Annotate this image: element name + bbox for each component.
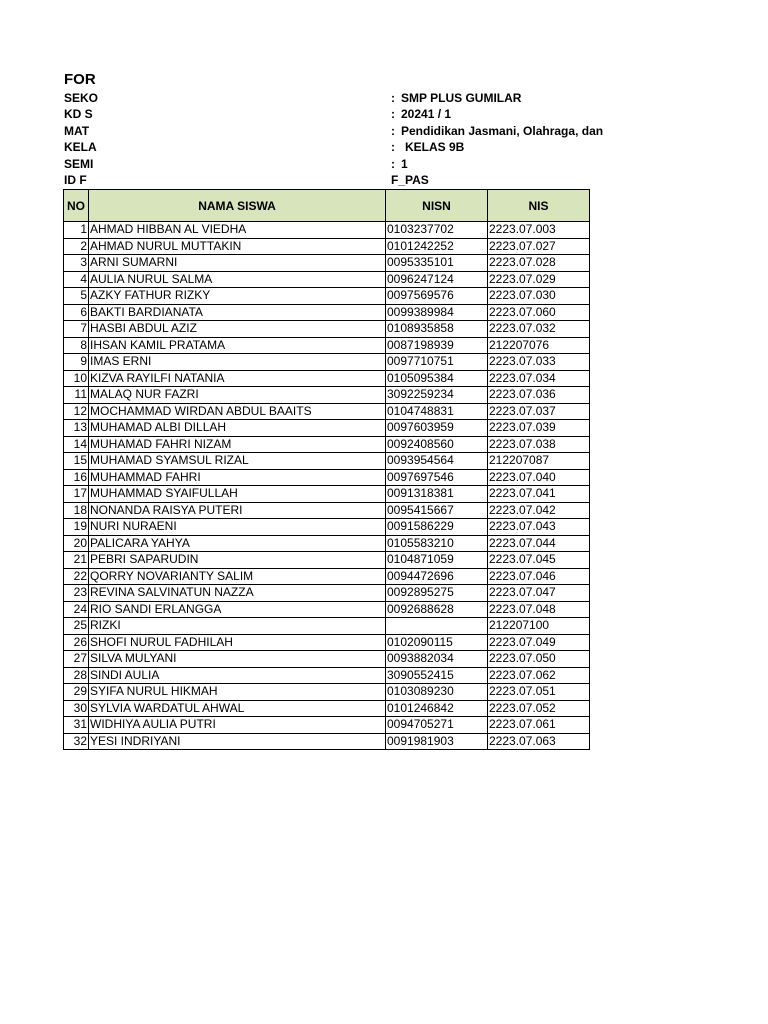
cell-student-name: SYLVIA WARDATUL AHWAL [89, 700, 386, 717]
table-row [64, 403, 590, 420]
cell-no: 30 [64, 700, 89, 717]
meta-label: KD S [64, 107, 93, 121]
meta-row-class [0, 139, 768, 155]
table-header-row [64, 190, 590, 222]
meta-row-semester [0, 156, 768, 172]
cell-nis: 2223.07.040 [488, 469, 590, 486]
cell-no: 24 [64, 601, 89, 618]
cell-nisn: 0091318381 [386, 486, 488, 503]
table-row [64, 304, 590, 321]
table-row [64, 222, 590, 239]
cell-student-name: SHOFI NURUL FADHILAH [89, 634, 386, 651]
table-row [64, 436, 590, 453]
cell-no: 1 [64, 222, 89, 239]
cell-nisn: 0095415667 [386, 502, 488, 519]
cell-no: 22 [64, 568, 89, 585]
meta-label: ID F [64, 173, 87, 187]
cell-nis: 2223.07.033 [488, 354, 590, 371]
cell-nisn: 0087198939 [386, 337, 488, 354]
cell-student-name: YESI INDRIYANI [89, 733, 386, 750]
cell-nis: 2223.07.036 [488, 387, 590, 404]
meta-value-form-id: F_PAS [391, 173, 429, 187]
cell-nis: 2223.07.032 [488, 321, 590, 338]
cell-nisn: 0095335101 [386, 255, 488, 272]
cell-nis: 2223.07.049 [488, 634, 590, 651]
cell-nisn: 0101246842 [386, 700, 488, 717]
cell-student-name: SINDI AULIA [89, 667, 386, 684]
meta-value-class: KELAS 9B [405, 140, 465, 154]
cell-nis: 212207076 [488, 337, 590, 354]
cell-no: 15 [64, 453, 89, 470]
cell-student-name: BAKTI BARDIANATA [89, 304, 386, 321]
cell-nis: 2223.07.052 [488, 700, 590, 717]
table-row [64, 486, 590, 503]
cell-student-name: AULIA NURUL SALMA [89, 271, 386, 288]
cell-student-name: SYIFA NURUL HIKMAH [89, 684, 386, 701]
table-row [64, 733, 590, 750]
cell-no: 23 [64, 585, 89, 602]
cell-nisn: 0096247124 [386, 271, 488, 288]
table-row [64, 585, 590, 602]
cell-no: 19 [64, 519, 89, 536]
cell-nisn: 0094705271 [386, 717, 488, 734]
cell-nisn: 0105583210 [386, 535, 488, 552]
cell-no: 32 [64, 733, 89, 750]
cell-student-name: MUHAMMAD SYAIFULLAH [89, 486, 386, 503]
cell-student-name: RIO SANDI ERLANGGA [89, 601, 386, 618]
table-row [64, 387, 590, 404]
meta-row-school [0, 90, 768, 106]
meta-label: KELA [64, 140, 97, 154]
cell-student-name: KIZVA RAYILFI NATANIA [89, 370, 386, 387]
header-name: NAMA SISWA [89, 190, 386, 222]
cell-student-name: IMAS ERNI [89, 354, 386, 371]
cell-nisn: 0099389984 [386, 304, 488, 321]
table-row [64, 601, 590, 618]
cell-no: 11 [64, 387, 89, 404]
cell-nisn: 0097697546 [386, 469, 488, 486]
meta-colon: : [391, 91, 395, 105]
cell-student-name: WIDHIYA AULIA PUTRI [89, 717, 386, 734]
table-body [64, 222, 590, 750]
cell-no: 10 [64, 370, 89, 387]
cell-nisn: 0092895275 [386, 585, 488, 602]
table-row [64, 238, 590, 255]
cell-nis: 2223.07.041 [488, 486, 590, 503]
table-row [64, 700, 590, 717]
cell-no: 3 [64, 255, 89, 272]
table-row [64, 667, 590, 684]
cell-no: 8 [64, 337, 89, 354]
cell-nisn: 0097710751 [386, 354, 488, 371]
cell-nisn: 0091981903 [386, 733, 488, 750]
cell-no: 17 [64, 486, 89, 503]
cell-nisn: 0091586229 [386, 519, 488, 536]
cell-nis: 2223.07.062 [488, 667, 590, 684]
cell-no: 5 [64, 288, 89, 305]
table-row [64, 651, 590, 668]
student-table [63, 189, 590, 750]
cell-nis: 2223.07.060 [488, 304, 590, 321]
table-row [64, 502, 590, 519]
header-no: NO [64, 190, 89, 222]
cell-no: 2 [64, 238, 89, 255]
cell-nis: 2223.07.046 [488, 568, 590, 585]
cell-no: 27 [64, 651, 89, 668]
cell-nis: 2223.07.047 [488, 585, 590, 602]
meta-colon: : [391, 140, 395, 154]
meta-label: MAT [64, 124, 90, 138]
table-row [64, 271, 590, 288]
cell-no: 14 [64, 436, 89, 453]
cell-nisn: 0092688628 [386, 601, 488, 618]
cell-no: 7 [64, 321, 89, 338]
cell-nisn: 0108935858 [386, 321, 488, 338]
cell-nis: 212207100 [488, 618, 590, 635]
cell-nisn: 0092408560 [386, 436, 488, 453]
cell-no: 12 [64, 403, 89, 420]
meta-value-kd: 20241 / 1 [401, 107, 452, 121]
table-row [64, 618, 590, 635]
meta-value-semester: 1 [401, 157, 408, 171]
cell-nisn: 0102090115 [386, 634, 488, 651]
cell-no: 9 [64, 354, 89, 371]
cell-nisn [386, 618, 488, 635]
cell-nisn: 0103089230 [386, 684, 488, 701]
table-row [64, 684, 590, 701]
cell-student-name: MUHAMAD ALBI DILLAH [89, 420, 386, 437]
cell-nisn: 0105095384 [386, 370, 488, 387]
cell-nis: 2223.07.027 [488, 238, 590, 255]
cell-nisn: 0097569576 [386, 288, 488, 305]
cell-nis: 2223.07.045 [488, 552, 590, 569]
cell-student-name: REVINA SALVINATUN NAZZA [89, 585, 386, 602]
table-row [64, 420, 590, 437]
cell-no: 28 [64, 667, 89, 684]
cell-nis: 2223.07.063 [488, 733, 590, 750]
meta-label: SEKO [64, 91, 99, 105]
cell-nisn: 3090552415 [386, 667, 488, 684]
cell-no: 25 [64, 618, 89, 635]
meta-label: SEMI [64, 157, 94, 171]
cell-no: 21 [64, 552, 89, 569]
cell-student-name: PALICARA YAHYA [89, 535, 386, 552]
cell-no: 26 [64, 634, 89, 651]
meta-row-subject [0, 123, 768, 139]
table-row [64, 453, 590, 470]
cell-nis: 212207087 [488, 453, 590, 470]
cell-no: 31 [64, 717, 89, 734]
cell-nis: 2223.07.028 [488, 255, 590, 272]
cell-student-name: NURI NURAENI [89, 519, 386, 536]
form-title: FOR [64, 71, 96, 88]
cell-nis: 2223.07.042 [488, 502, 590, 519]
cell-nisn: 0101242252 [386, 238, 488, 255]
cell-student-name: MUHAMAD SYAMSUL RIZAL [89, 453, 386, 470]
cell-nis: 2223.07.038 [488, 436, 590, 453]
cell-nis: 2223.07.050 [488, 651, 590, 668]
cell-student-name: QORRY NOVARIANTY SALIM [89, 568, 386, 585]
table-row [64, 568, 590, 585]
cell-nisn: 0103237702 [386, 222, 488, 239]
table-row [64, 519, 590, 536]
meta-value-subject: Pendidikan Jasmani, Olahraga, dan [401, 124, 604, 138]
cell-nis: 2223.07.030 [488, 288, 590, 305]
cell-nis: 2223.07.039 [488, 420, 590, 437]
table-row [64, 255, 590, 272]
meta-colon: : [391, 107, 395, 121]
cell-student-name: ARNI SUMARNI [89, 255, 386, 272]
meta-row-kd [0, 106, 768, 122]
cell-student-name: MOCHAMMAD WIRDAN ABDUL BAAITS [89, 403, 386, 420]
cell-nis: 2223.07.044 [488, 535, 590, 552]
cell-nisn: 0104871059 [386, 552, 488, 569]
cell-student-name: AZKY FATHUR RIZKY [89, 288, 386, 305]
table-row [64, 469, 590, 486]
meta-value-school: SMP PLUS GUMILAR [401, 91, 522, 105]
cell-no: 20 [64, 535, 89, 552]
table-row [64, 321, 590, 338]
cell-nisn: 0104748831 [386, 403, 488, 420]
table-row [64, 634, 590, 651]
cell-nis: 2223.07.061 [488, 717, 590, 734]
cell-nisn: 0094472696 [386, 568, 488, 585]
meta-colon: : [391, 157, 395, 171]
cell-no: 13 [64, 420, 89, 437]
cell-nis: 2223.07.034 [488, 370, 590, 387]
cell-no: 29 [64, 684, 89, 701]
cell-no: 18 [64, 502, 89, 519]
cell-student-name: HASBI ABDUL AZIZ [89, 321, 386, 338]
cell-student-name: PEBRI SAPARUDIN [89, 552, 386, 569]
cell-student-name: MALAQ NUR FAZRI [89, 387, 386, 404]
cell-nisn: 0093954564 [386, 453, 488, 470]
cell-student-name: AHMAD NURUL MUTTAKIN [89, 238, 386, 255]
header-nis: NIS [488, 190, 590, 222]
cell-student-name: IHSAN KAMIL PRATAMA [89, 337, 386, 354]
table-row [64, 354, 590, 371]
cell-student-name: SILVA MULYANI [89, 651, 386, 668]
cell-nis: 2223.07.051 [488, 684, 590, 701]
cell-no: 4 [64, 271, 89, 288]
cell-nis: 2223.07.043 [488, 519, 590, 536]
table-row [64, 288, 590, 305]
cell-nis: 2223.07.048 [488, 601, 590, 618]
cell-student-name: NONANDA RAISYA PUTERI [89, 502, 386, 519]
table-row [64, 552, 590, 569]
cell-student-name: MUHAMAD FAHRI NIZAM [89, 436, 386, 453]
cell-student-name: AHMAD HIBBAN AL VIEDHA [89, 222, 386, 239]
meta-colon: : [391, 124, 395, 138]
cell-nisn: 3092259234 [386, 387, 488, 404]
cell-nis: 2223.07.029 [488, 271, 590, 288]
cell-nis: 2223.07.003 [488, 222, 590, 239]
meta-row-form-id [0, 172, 768, 188]
cell-no: 16 [64, 469, 89, 486]
cell-nisn: 0093882034 [386, 651, 488, 668]
cell-nis: 2223.07.037 [488, 403, 590, 420]
table-row [64, 337, 590, 354]
cell-student-name: MUHAMMAD FAHRI [89, 469, 386, 486]
table-row [64, 535, 590, 552]
table-row [64, 370, 590, 387]
table-row [64, 717, 590, 734]
cell-no: 6 [64, 304, 89, 321]
header-nisn: NISN [386, 190, 488, 222]
cell-nisn: 0097603959 [386, 420, 488, 437]
cell-student-name: RIZKI [89, 618, 386, 635]
